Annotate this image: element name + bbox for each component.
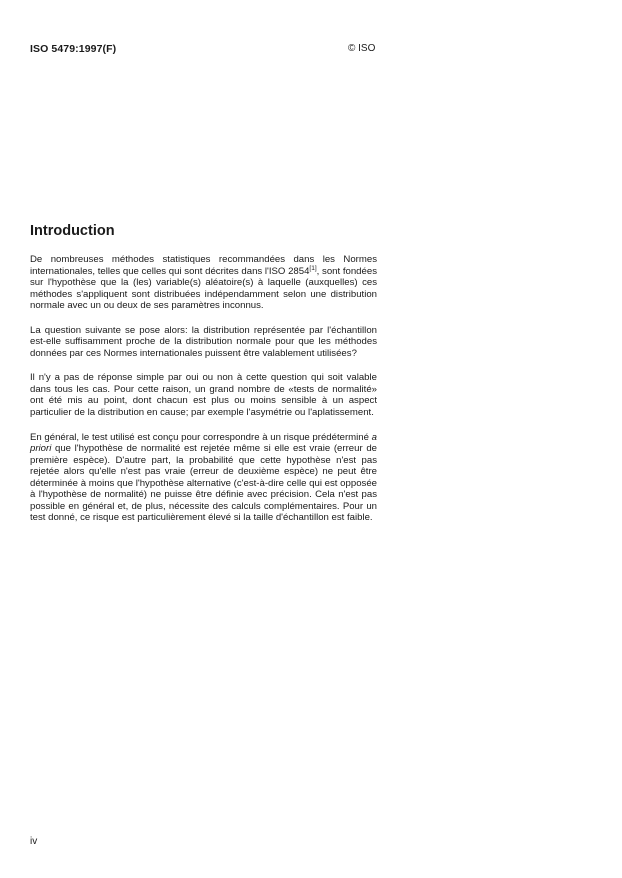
page-number: iv [30,836,38,847]
paragraph-2: La question suivante se pose alors: la distribution représentée par l'échantillon est-elle suffisamment proche de la distribution normale pour que les méthodes données par ces Normes internationales puissent être valablement utilisées? [30,324,377,359]
section-title: Introduction [30,223,115,239]
paragraph-4-text-end: que l'hypothèse de normalité est rejetée même si elle est vraie (erreur de première espèce). D'autre part, la probabilité que cette hypothèse n'est pas rejetée alors qu'elle n'est pas vraie (erreur de deuxième espèce) ne peut être déterminée à moins que l'hypothèse alternative (c'est-à-dire celle qui est opposée à l'hypothèse de normalité) ne puisse être définie avec précision. Cela n'est pas possible en général et, de plus, nécessite des calculs complémentaires. Pour un test donné, ce risque est particulièrement élevé si la taille d'échantillon est faible. [30,443,377,524]
copyright-mark: © ISO [348,43,376,54]
paragraph-1-text-end: , sont fondées sur l'hypothèse que la (les) variable(s) aléatoire(s) à laquelle (auxquelles) ces méthodes s'appliquent sont distribuées indépendamment selon une distribution normale avec un ou deux de ses paramètres inconnus. [30,265,377,312]
paragraph-4 [30,432,377,524]
paragraph-1 [30,254,377,312]
paragraph-1-text-start: De nombreuses méthodes statistiques recommandées dans les Normes internationales, telles que celles qui sont décrites dans l'ISO 2854 [30,254,377,277]
body-text [30,254,377,537]
italic-term: a priori [30,431,377,455]
paragraph-4-text-start: En général, le test utilisé est conçu pour correspondre à un risque prédéterminé [30,431,372,443]
reference-marker: [1] [309,264,317,272]
paragraph-3: Il n'y a pas de réponse simple par oui ou non à cette question qui soit valable dans tous les cas. Pour cette raison, un grand nombre de «tests de normalité» ont été mis au point, dont chacun est plus ou moins sensible à un aspect particulier de la distribution en cause; par exemple l'asymétrie ou l'aplatissement. [30,372,377,419]
standard-identifier: ISO 5479:1997(F) [30,43,117,55]
